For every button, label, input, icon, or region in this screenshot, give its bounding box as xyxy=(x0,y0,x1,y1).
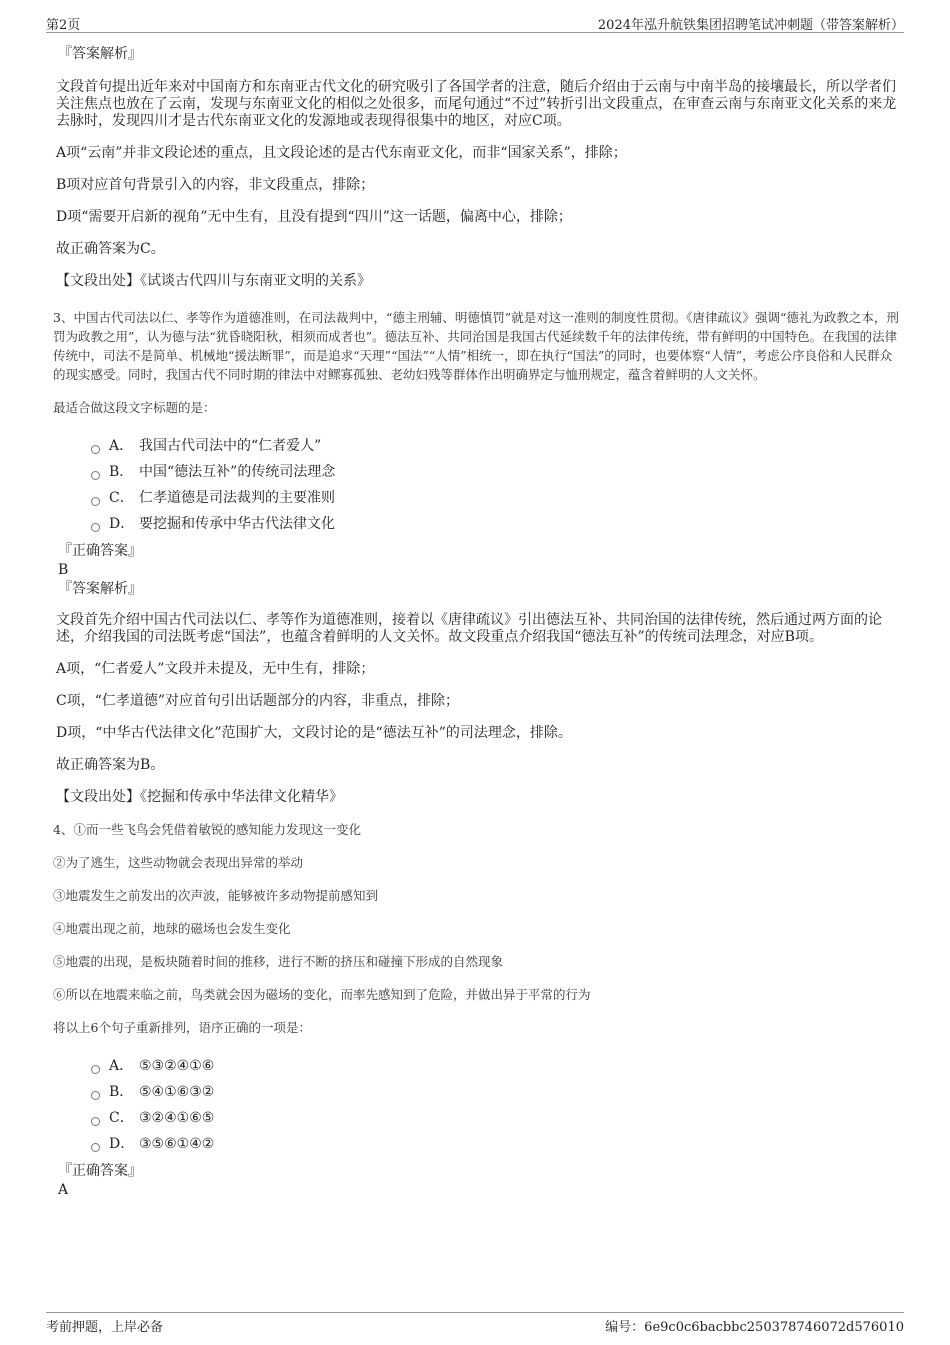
sentence-3: ③地震发生之前发出的次声波，能够被许多动物提前感知到 xyxy=(53,888,379,903)
option-text: 要挖掘和传承中华古代法律文化 xyxy=(139,516,335,532)
question-3-options xyxy=(91,433,900,537)
question-3-passage: 3、中国古代司法以仁、孝等作为道德准则，在司法裁判中，“德主刑辅、明德慎罚”就是对这一准则的制度性贯彻。《唐律疏议》强调“德礼为政教之本，刑罚为政教之用”，认为德与法“犹昏晓阳秋，相须而成者也”。德法互补、共同治国是我国古代延续数千年的法律传统，带有鲜明的中国特色。在我国的法律传统中，司法不是简单、机械地“援法断罪”，而是追求“天理”“国法”“人情”相统一，即在执行“国法”的同时，也要体察“人情”，考虑公序良俗和人民群众的现实感受。同时，我国古代不同时期的律法中对鳏寡孤独、老幼妇残等群体作出明确界定与恤刑规定，蕴含着鲜明的人文关怀。 xyxy=(53,310,899,382)
radio-icon[interactable] xyxy=(91,1117,100,1126)
radio-icon[interactable] xyxy=(91,1065,100,1074)
question-3 xyxy=(53,308,900,537)
page-footer xyxy=(46,1312,904,1335)
option-a[interactable] xyxy=(91,1053,900,1079)
correct-answer: B xyxy=(58,562,69,578)
sentence-6: ⑥所以在地震来临之前，鸟类就会因为磁场的变化，而率先感知到了危险，并做出异于平常的行为 xyxy=(53,987,591,1002)
correct-answer: A xyxy=(58,1182,69,1198)
question-4 xyxy=(53,820,900,1157)
analysis-option-c: C项，“仁孝道德”对应首句引出话题部分的内容，非重点，排除； xyxy=(56,693,460,709)
analysis-text: 文段首句提出近年来对中国南方和东南亚古代文化的研究吸引了各国学者的注意，随后介绍由于云南与中南半岛的接壤最长，所以学者们关注焦点也放在了云南，发现与东南亚文化的相似之处很多，而尾句通过“不过”转折引出文段重点，在审查云南与东南亚文化关系的来龙去脉时，发现四川才是古代东南亚文化的发源地或表现得很集中的地区，对应C项。 xyxy=(56,79,897,129)
answer-label: 『正确答案』 xyxy=(58,543,142,559)
analysis-conclusion: 故正确答案为C。 xyxy=(56,241,165,257)
page-content xyxy=(53,46,900,1199)
question-4-prompt: 将以上6个句子重新排列，语序正确的一项是： xyxy=(53,1020,311,1035)
option-text: ③②④①⑥⑤ xyxy=(139,1110,215,1126)
option-letter: D． xyxy=(109,516,135,532)
analysis-label: 『答案解析』 xyxy=(58,581,142,597)
passage-source: 【文段出处】《挖掘和传承中华法律文化精华》 xyxy=(56,789,343,805)
option-text: 中国“德法互补”的传统司法理念 xyxy=(139,464,336,480)
option-letter: A． xyxy=(109,1058,134,1074)
analysis-label: 『答案解析』 xyxy=(58,46,142,62)
sentence-2: ②为了逃生，这些动物就会表现出异常的举动 xyxy=(53,855,304,870)
radio-icon[interactable] xyxy=(91,523,100,532)
option-text: ③⑤⑥①④② xyxy=(139,1136,215,1152)
option-d[interactable] xyxy=(91,1131,900,1157)
analysis-option-b: B项对应首句背景引入的内容，非文段重点，排除； xyxy=(56,177,375,193)
sentence-4: ④地震出现之前，地球的磁场也会发生变化 xyxy=(53,921,291,936)
option-letter: A． xyxy=(109,438,134,454)
option-letter: B． xyxy=(109,1084,134,1100)
question-4-answer-block xyxy=(56,1163,900,1199)
passage-source: 【文段出处】《试谈古代四川与东南亚文明的关系》 xyxy=(56,273,371,289)
radio-icon[interactable] xyxy=(91,1143,100,1152)
page-number: 第2页 xyxy=(46,18,81,33)
analysis-option-a: A项，“仁者爱人”文段并未提及，无中生有，排除； xyxy=(56,661,375,677)
option-a[interactable] xyxy=(91,433,900,459)
question-4-options xyxy=(91,1053,900,1157)
analysis-option-a: A项“云南”并非文段论述的重点，且文段论述的是古代东南亚文化，而非“国家关系”，排除； xyxy=(56,145,627,161)
analysis-option-d: D项“需要开启新的视角”无中生有，且没有提到“四川”这一话题，偏离中心，排除； xyxy=(56,209,572,225)
question-2-analysis xyxy=(56,46,900,290)
analysis-text: 文段首先介绍中国古代司法以仁、孝等作为道德准则，接着以《唐律疏议》引出德法互补、共同治国的法律传统，然后通过两方面的论述，介绍我国的司法既考虑“国法”，也蕴含着鲜明的人文关怀。故文段重点介绍我国“德法互补”的传统司法理念，对应B项。 xyxy=(56,612,882,645)
option-d[interactable] xyxy=(91,511,900,537)
option-text: 仁孝道德是司法裁判的主要准则 xyxy=(139,490,335,506)
radio-icon[interactable] xyxy=(91,497,100,506)
option-letter: C． xyxy=(109,1110,134,1126)
question-3-prompt: 最适合做这段文字标题的是： xyxy=(53,400,216,415)
answer-label: 『正确答案』 xyxy=(58,1163,142,1179)
option-c[interactable] xyxy=(91,485,900,511)
option-letter: D． xyxy=(109,1136,135,1152)
analysis-option-d: D项，“中华古代法律文化”范围扩大，文段讨论的是“德法互补”的司法理念，排除。 xyxy=(56,725,572,741)
option-text: 我国古代司法中的“仁者爱人” xyxy=(139,438,322,454)
option-b[interactable] xyxy=(91,1079,900,1105)
radio-icon[interactable] xyxy=(91,445,100,454)
option-c[interactable] xyxy=(91,1105,900,1131)
option-text: ⑤③②④①⑥ xyxy=(139,1058,215,1074)
option-letter: C． xyxy=(109,490,134,506)
document-id: 编号：6e9c0c6bacbbc250378746072d576010 xyxy=(605,1320,904,1335)
option-b[interactable] xyxy=(91,459,900,485)
analysis-conclusion: 故正确答案为B。 xyxy=(56,757,165,773)
radio-icon[interactable] xyxy=(91,471,100,480)
footer-slogan: 考前押题，上岸必备 xyxy=(46,1320,164,1335)
option-letter: B． xyxy=(109,464,134,480)
sentence-5: ⑤地震的出现，是板块随着时间的推移，进行不断的挤压和碰撞下形成的自然现象 xyxy=(53,954,504,969)
question-3-answer-block xyxy=(56,543,900,806)
option-text: ⑤④①⑥③② xyxy=(139,1084,215,1100)
radio-icon[interactable] xyxy=(91,1091,100,1100)
document-title: 2024年泓升航铁集团招聘笔试冲刺题（带答案解析） xyxy=(597,18,904,33)
sentence-1: 4、①而一些飞鸟会凭借着敏锐的感知能力发现这一变化 xyxy=(53,822,361,837)
page-header xyxy=(46,10,904,33)
